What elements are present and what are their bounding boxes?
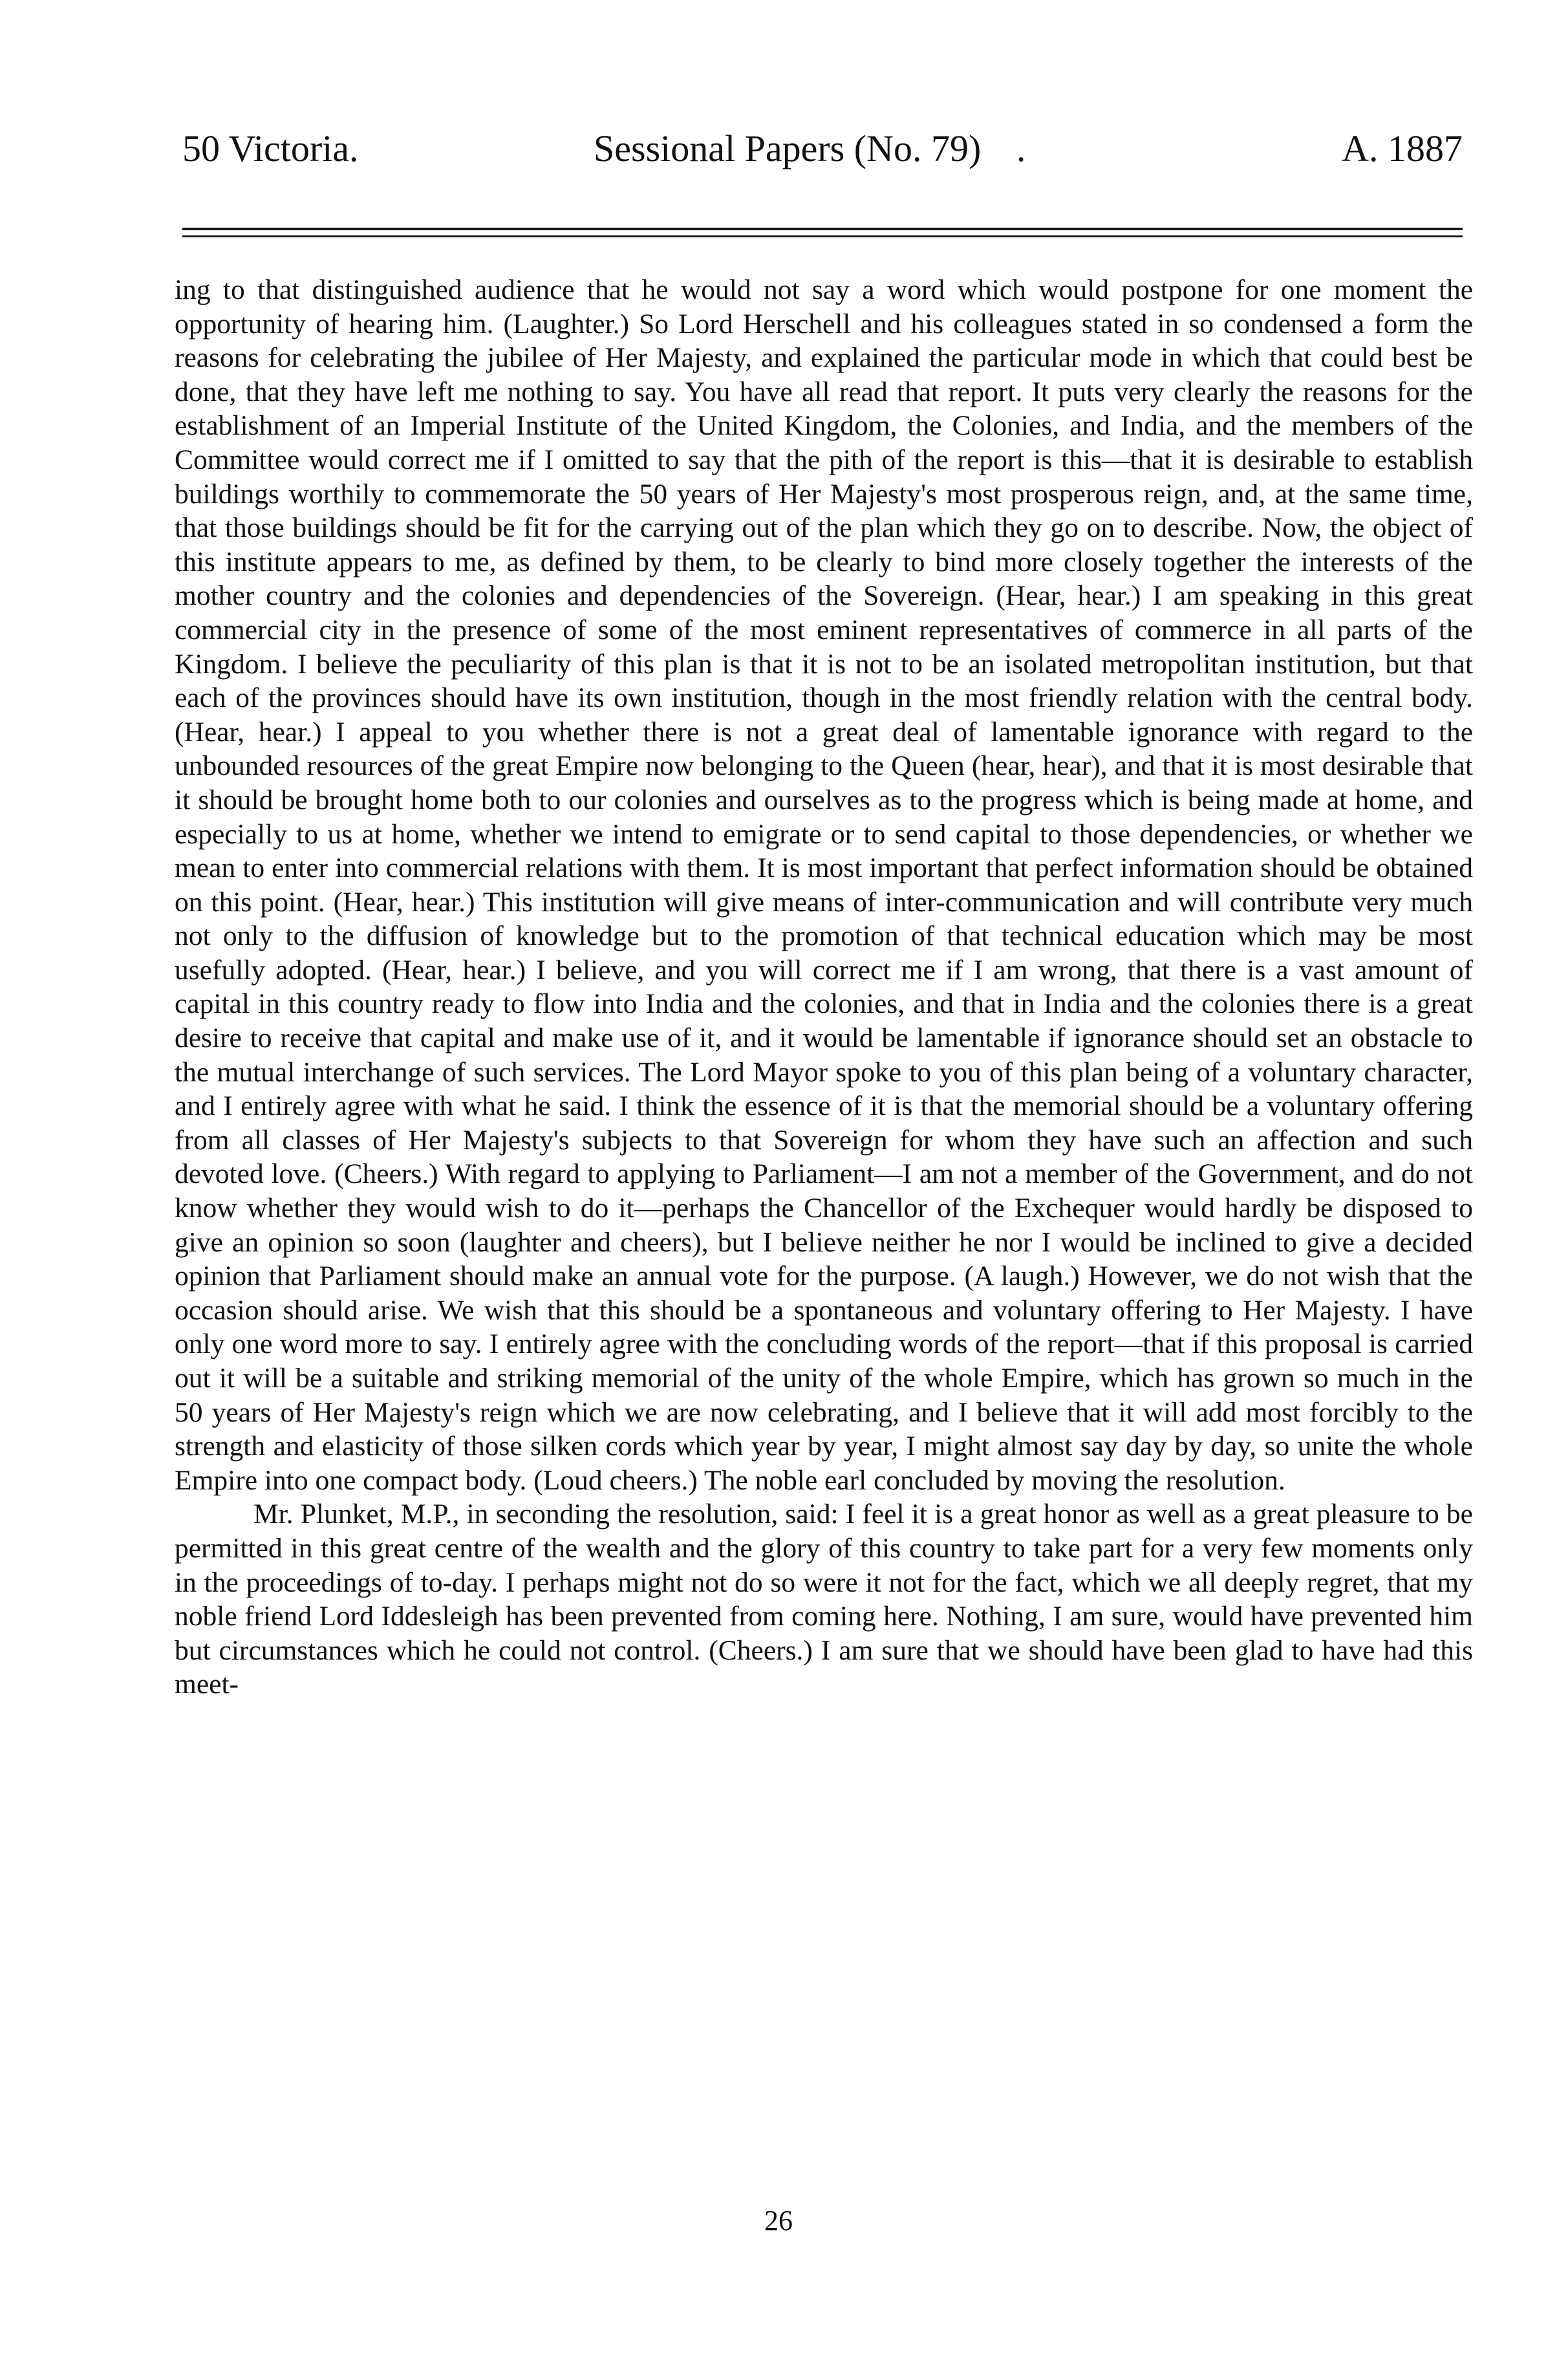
header-rule-top: [182, 228, 1463, 230]
running-header: [182, 116, 1463, 181]
header-title: Sessional Papers (No. 79): [594, 127, 982, 169]
paragraph-plunket-speech: Mr. Plunket, M.P., in seconding the resolution, said: I feel it is a great honor as well as a great pleasure to be permitted in this great centre of the wealth and the glory of this country to take part for a very few moments only in the proceedings of to-day. I perhaps might not do so were it not for the fact, which we all deeply regret, that my noble friend Lord Iddesleigh has been prevented from coming here. Nothing, I am sure, would have prevented him but circumstances which he could not control. (Cheers.) I am sure that we should have been glad to have had this meet-: [175, 1498, 1473, 1700]
header-year: A. 1887: [1342, 127, 1463, 169]
header-rule-bottom: [182, 235, 1463, 237]
body-text: [175, 273, 1473, 1702]
header-session: 50 Victoria.: [182, 127, 359, 169]
page-folio: 26: [764, 2205, 793, 2236]
paragraph-continued-speech: ing to that distinguished audience that he would not say a word which would postpone for one moment the opportunity of hearing him. (Laughter.) So Lord Herschell and his colleagues stated in so condensed a form the reasons for celebrating the jubilee of Her Majesty, and explained the particular mode in which that could best be done, that they have left me nothing to say. You have all read that report. It puts very clearly the reasons for the establishment of an Imperial Institute of the United Kingdom, the Colonies, and India, and the members of the Committee would correct me if I omitted to say that the pith of the report is this—that it is desirable to establish buildings worthily to commemorate the 50 years of Her Majesty's most prosperous reign, and, at the same time, that those buildings should be fit for the carrying out of the plan which they go on to describe. Now, the object of this institute appears to me, as defined by them, to be clearly to bind more closely together the interests of the mother country and the colonies and dependencies of the Sovereign. (Hear, hear.) I am speaking in this great commercial city in the presence of some of the most eminent representatives of commerce in all parts of the Kingdom. I believe the peculiarity of this plan is that it is not to be an isolated metropolitan institution, but that each of the provinces should have its own institution, though in the most friendly relation with the central body. (Hear, hear.) I appeal to you whether there is not a great deal of lamentable ignorance with regard to the unbounded resources of the great Empire now belonging to the Queen (hear, hear), and that it is most desirable that it should be brought home both to our colonies and ourselves as to the progress which is being made at home, and especially to us at home, whether we intend to emigrate or to send capital to those dependencies, or whether we mean to enter into commercial relations with them. It is most important that perfect information should be obtained on this point. (Hear, hear.) This institution will give means of inter-communication and will contribute very much not only to the diffusion of knowledge but to the promotion of that technical education which may be most usefully adopted. (Hear, hear.) I believe, and you will correct me if I am wrong, that there is a vast amount of capital in this country ready to flow into India and the colonies, and that in India and the colonies there is a great desire to receive that capital and make use of it, and it would be lamentable if ignorance should set an obstacle to the mutual interchange of such services. The Lord Mayor spoke to you of this plan being of a voluntary character, and I entirely agree with what he said. I think the essence of it is that the memorial should be a voluntary offering from all classes of Her Majesty's subjects to that Sovereign for whom they have such an affection and such devoted love. (Cheers.) With regard to applying to Parliament—I am not a member of the Government, and do not know whether they would wish to do it—perhaps the Chancellor of the Exchequer would hardly be disposed to give an opinion so soon (laughter and cheers), but I believe neither he nor I would be inclined to give a decided opinion that Parliament should make an annual vote for the purpose. (A laugh.) However, we do not wish that the occasion should arise. We wish that this should be a spontaneous and voluntary offering to Her Majesty. I have only one word more to say. I entirely agree with the concluding words of the report—that if this proposal is carried out it will be a suitable and striking memorial of the unity of the whole Empire, which has grown so much in the 50 years of Her Majesty's reign which we are now celebrating, and I believe that it will add most forcibly to the strength and elasticity of those silken cords which year by year, I might almost say day by day, so unite the whole Empire into one compact body. (Loud cheers.) The noble earl concluded by moving the resolution.: [175, 274, 1473, 1496]
header-separator: .: [1016, 127, 1026, 169]
